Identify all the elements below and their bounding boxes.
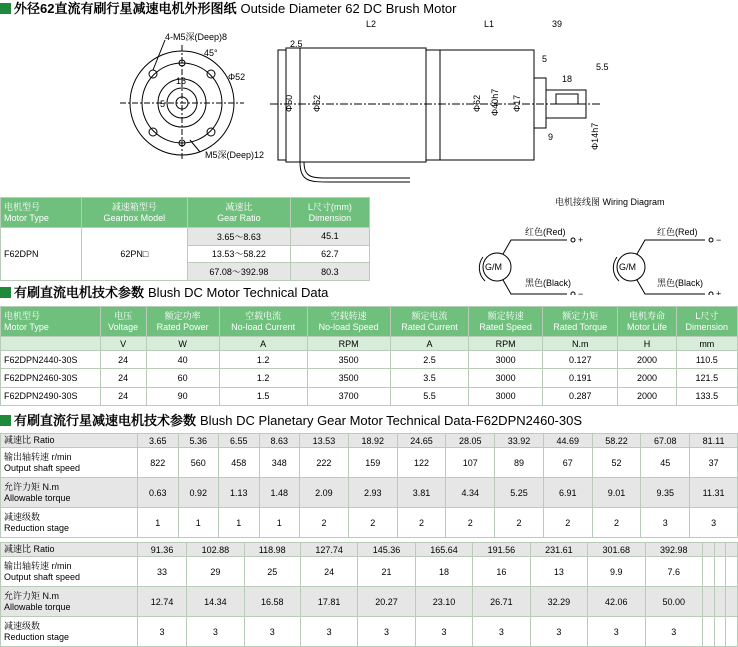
- torque-cell: 0.63: [138, 478, 179, 508]
- speed-cell: 89: [495, 448, 544, 478]
- gearbox-name: 62PN□: [81, 228, 188, 281]
- speed-cell: 13: [530, 557, 587, 587]
- torque-cell: 16.58: [244, 587, 300, 617]
- torque-cell: 5.25: [495, 478, 544, 508]
- ratio-cell: 165.64: [415, 543, 472, 557]
- ratio-cell: 6.55: [219, 434, 260, 448]
- unit-cell: RPM: [307, 337, 390, 351]
- speed-cell: 45: [641, 448, 690, 478]
- ratio-row: [1, 434, 738, 448]
- row-label-torque: 允许力矩 N.m Allowable torque: [1, 587, 138, 617]
- model-table: [0, 197, 370, 281]
- label-L1: L1: [484, 19, 495, 29]
- page-title: 外径62直流有刷行星减速电机外形图纸 Outside Diameter 62 DC Brush Motor: [0, 1, 457, 17]
- red-label-left: 红色(Red): [525, 227, 566, 237]
- torque-cell: 3.81: [397, 478, 446, 508]
- torque-cell: 23.10: [415, 587, 472, 617]
- speed-cell: 24: [300, 557, 357, 587]
- torque-cell: 1.48: [259, 478, 300, 508]
- gear-table-1: [0, 433, 738, 538]
- motor-table: [0, 306, 738, 406]
- sign-right-top: −: [716, 235, 722, 245]
- col-rated-current: 额定电流 Rated Current: [390, 307, 469, 337]
- row-label-speed: 输出轴转速 r/min Output shaft speed: [1, 557, 138, 587]
- ratio-cell: 145.36: [358, 543, 415, 557]
- speed-cell: 9.9: [588, 557, 645, 587]
- label-2-5: 2.5: [290, 39, 303, 49]
- stage-cell: 2: [495, 508, 544, 538]
- ratio-cell: [702, 543, 714, 557]
- torque-cell: 32.29: [530, 587, 587, 617]
- speed-cell: 33: [138, 557, 187, 587]
- col-motor-type: 电机型号 Motor Type: [1, 198, 82, 228]
- unit-cell: W: [146, 337, 219, 351]
- stage-cell: [726, 617, 738, 647]
- label-18: 18: [562, 74, 573, 84]
- torque-cell: 1.13: [219, 478, 260, 508]
- label-holes-top: 4-M5深(Deep)8: [165, 32, 228, 42]
- stage-cell: 3: [473, 617, 530, 647]
- torque-cell: 2.09: [300, 478, 349, 508]
- sign-left-top: +: [578, 235, 584, 245]
- ratio-cell: 127.74: [300, 543, 357, 557]
- stage-cell: 3: [415, 617, 472, 647]
- speed-cell: 37: [690, 448, 738, 478]
- speed-cell: 222: [300, 448, 349, 478]
- torque-cell: [714, 587, 726, 617]
- stage-cell: 2: [592, 508, 641, 538]
- col-noload-current: 空载电流 No-load Current: [219, 307, 307, 337]
- front-view: [120, 40, 244, 160]
- stage-cell: 2: [446, 508, 495, 538]
- ratio-cell: 44.69: [543, 434, 592, 448]
- col-motor-type: 电机型号 Motor Type: [1, 307, 101, 337]
- speed-row: [1, 557, 738, 587]
- table-row: F62DPN2490-30S 24 90 1.5 3700 5.5 3000 0.287 2000 133.5: [1, 387, 738, 405]
- label-5-5: 5.5: [596, 62, 609, 72]
- speed-cell: 52: [592, 448, 641, 478]
- ratio-cell: 13.53～58.22: [188, 245, 291, 263]
- label-d17: Φ17: [512, 94, 522, 112]
- black-label-right: 黑色(Black): [657, 278, 704, 288]
- torque-cell: 12.74: [138, 587, 187, 617]
- stage-cell: 3: [588, 617, 645, 647]
- section-marker: [0, 3, 11, 14]
- ratio-cell: 67.08～392.98: [188, 263, 291, 281]
- stage-cell: 3: [358, 617, 415, 647]
- col-gear-ratio: 减速比 Gear Ratio: [188, 198, 291, 228]
- label-39: 39: [552, 19, 563, 29]
- speed-cell: [726, 557, 738, 587]
- motor-section-title: 有刷直流电机技术参数 Blush DC Motor Technical Data: [0, 285, 328, 301]
- ratio-cell: 301.68: [588, 543, 645, 557]
- torque-cell: 0.92: [178, 478, 219, 508]
- torque-cell: 9.35: [641, 478, 690, 508]
- ratio-cell: 13.53: [300, 434, 349, 448]
- row-label-stage: 减速级数 Reduction stage: [1, 508, 138, 538]
- motor-name: F62DPN: [1, 228, 82, 281]
- stage-cell: 2: [397, 508, 446, 538]
- col-dimension: L尺寸(mm) Dimension: [290, 198, 369, 228]
- unit-cell: H: [618, 337, 676, 351]
- unit-cell: A: [219, 337, 307, 351]
- ratio-cell: 392.98: [645, 543, 702, 557]
- torque-cell: 26.71: [473, 587, 530, 617]
- ratio-cell: 91.36: [138, 543, 187, 557]
- black-label-left: 黑色(Black): [525, 278, 572, 288]
- col-noload-speed: 空载转速 No-load Speed: [307, 307, 390, 337]
- speed-cell: 107: [446, 448, 495, 478]
- label-d52: Φ52: [228, 72, 246, 82]
- stage-cell: 2: [348, 508, 397, 538]
- speed-cell: 560: [178, 448, 219, 478]
- stage-cell: 3: [690, 508, 738, 538]
- stage-cell: 3: [138, 617, 187, 647]
- label-d60: Φ60: [284, 94, 294, 112]
- ratio-cell: 3.65～8.63: [188, 228, 291, 246]
- label-5: 5: [542, 54, 548, 64]
- col-motor-life: 电机寿命 Motor Life: [618, 307, 676, 337]
- gear-section-title: 有刷直流行星减速电机技术参数 Blush DC Planetary Gear Motor Technical Data-F62DPN2460-30S: [0, 413, 582, 429]
- ratio-cell: 231.61: [530, 543, 587, 557]
- label-d14h7: Φ14h7: [590, 122, 600, 150]
- stage-cell: [702, 617, 714, 647]
- stage-cell: 3: [641, 508, 690, 538]
- ratio-cell: 33.92: [495, 434, 544, 448]
- sign-left-bottom: −: [578, 289, 584, 295]
- torque-cell: 4.34: [446, 478, 495, 508]
- red-label-right: 红色(Red): [657, 227, 698, 237]
- ratio-cell: 5.36: [178, 434, 219, 448]
- row-label-speed: 输出轴转速 r/min Output shaft speed: [1, 448, 138, 478]
- label-d5: 5: [160, 99, 166, 109]
- col-dimension: L尺寸 Dimension: [676, 307, 737, 337]
- row-label-stage: 减速级数 Reduction stage: [1, 617, 138, 647]
- torque-cell: 50.00: [645, 587, 702, 617]
- gear-table-2: [0, 542, 738, 647]
- speed-cell: 7.6: [645, 557, 702, 587]
- stage-cell: 3: [530, 617, 587, 647]
- stage-cell: [714, 617, 726, 647]
- ratio-cell: 8.63: [259, 434, 300, 448]
- section-marker: [0, 415, 11, 426]
- speed-cell: 67: [543, 448, 592, 478]
- row-label-torque: 允许力矩 N.m Allowable torque: [1, 478, 138, 508]
- torque-cell: 17.81: [300, 587, 357, 617]
- ratio-cell: 24.65: [397, 434, 446, 448]
- stage-cell: 2: [300, 508, 349, 538]
- unit-cell: RPM: [469, 337, 543, 351]
- speed-row: [1, 448, 738, 478]
- torque-cell: 6.91: [543, 478, 592, 508]
- torque-cell: [702, 587, 714, 617]
- stage-cell: 3: [187, 617, 244, 647]
- ratio-cell: 81.11: [690, 434, 738, 448]
- table-row: F62DPN2440-30S 24 40 1.2 3500 2.5 3000 0.127 2000 110.5: [1, 351, 738, 369]
- ratio-cell: 102.88: [187, 543, 244, 557]
- label-9: 9: [548, 132, 554, 142]
- torque-cell: 2.93: [348, 478, 397, 508]
- motor-symbol-left: G/M: [485, 262, 502, 272]
- ratio-cell: 67.08: [641, 434, 690, 448]
- speed-cell: 25: [244, 557, 300, 587]
- table-row: F62DPN2460-30S 24 60 1.2 3500 3.5 3000 0.191 2000 121.5: [1, 369, 738, 387]
- stage-cell: 3: [300, 617, 357, 647]
- ratio-cell: 191.56: [473, 543, 530, 557]
- col-rated-speed: 额定转速 Rated Speed: [469, 307, 543, 337]
- row-label-ratio: 减速比 Ratio: [1, 434, 138, 448]
- ratio-cell: [714, 543, 726, 557]
- wiring-title: 电机接线图 Wiring Diagram: [555, 197, 665, 207]
- speed-cell: 21: [358, 557, 415, 587]
- dim-cell: 80.3: [290, 263, 369, 281]
- col-rated-torque: 额定力矩 Rated Torque: [543, 307, 618, 337]
- motor-symbol-right: G/M: [619, 262, 636, 272]
- unit-cell: N.m: [543, 337, 618, 351]
- stage-cell: 1: [138, 508, 179, 538]
- torque-cell: 14.34: [187, 587, 244, 617]
- ratio-cell: 18.92: [348, 434, 397, 448]
- torque-cell: 11.31: [690, 478, 738, 508]
- col-gearbox: 减速箱型号 Gearbox Model: [81, 198, 188, 228]
- col-voltage: 电压 Voltage: [100, 307, 146, 337]
- stage-cell: 3: [244, 617, 300, 647]
- unit-cell: A: [390, 337, 469, 351]
- stage-row: [1, 617, 738, 647]
- torque-cell: 9.01: [592, 478, 641, 508]
- ratio-cell: 58.22: [592, 434, 641, 448]
- ratio-cell: [726, 543, 738, 557]
- unit-cell: V: [100, 337, 146, 351]
- torque-cell: 42.06: [588, 587, 645, 617]
- wiring-diagram: [455, 195, 738, 295]
- section-marker: [0, 287, 11, 298]
- torque-cell: [726, 587, 738, 617]
- outline-drawing: [0, 18, 738, 194]
- stage-cell: 3: [645, 617, 702, 647]
- speed-cell: 18: [415, 557, 472, 587]
- ratio-row: [1, 543, 738, 557]
- speed-cell: 458: [219, 448, 260, 478]
- side-view: [270, 48, 600, 182]
- stage-cell: 1: [219, 508, 260, 538]
- speed-cell: 122: [397, 448, 446, 478]
- speed-cell: 16: [473, 557, 530, 587]
- dim-cell: 45.1: [290, 228, 369, 246]
- torque-cell: 20.27: [358, 587, 415, 617]
- ratio-cell: 28.05: [446, 434, 495, 448]
- speed-cell: [702, 557, 714, 587]
- label-d62a: Φ62: [312, 94, 322, 112]
- speed-cell: [714, 557, 726, 587]
- stage-row: [1, 508, 738, 538]
- ratio-cell: 3.65: [138, 434, 179, 448]
- speed-cell: 159: [348, 448, 397, 478]
- unit-cell: mm: [676, 337, 737, 351]
- speed-cell: 29: [187, 557, 244, 587]
- label-L2: L2: [366, 19, 377, 29]
- unit-cell: [1, 337, 101, 351]
- speed-cell: 822: [138, 448, 179, 478]
- row-label-ratio: 减速比 Ratio: [1, 543, 138, 557]
- stage-cell: 2: [543, 508, 592, 538]
- ratio-cell: 118.98: [244, 543, 300, 557]
- stage-cell: 1: [259, 508, 300, 538]
- label-d62b: Φ62: [472, 94, 482, 112]
- torque-row: [1, 587, 738, 617]
- torque-row: [1, 478, 738, 508]
- col-rated-power: 额定功率 Rated Power: [146, 307, 219, 337]
- label-holes-bottom: M5深(Deep)12: [205, 150, 265, 160]
- sign-right-bottom: +: [716, 289, 722, 295]
- stage-cell: 1: [178, 508, 219, 538]
- label-d40h7: Φ40h7: [490, 88, 500, 116]
- label-r16: 16: [176, 76, 187, 86]
- label-angle: 45°: [204, 48, 218, 58]
- dim-cell: 62.7: [290, 245, 369, 263]
- speed-cell: 348: [259, 448, 300, 478]
